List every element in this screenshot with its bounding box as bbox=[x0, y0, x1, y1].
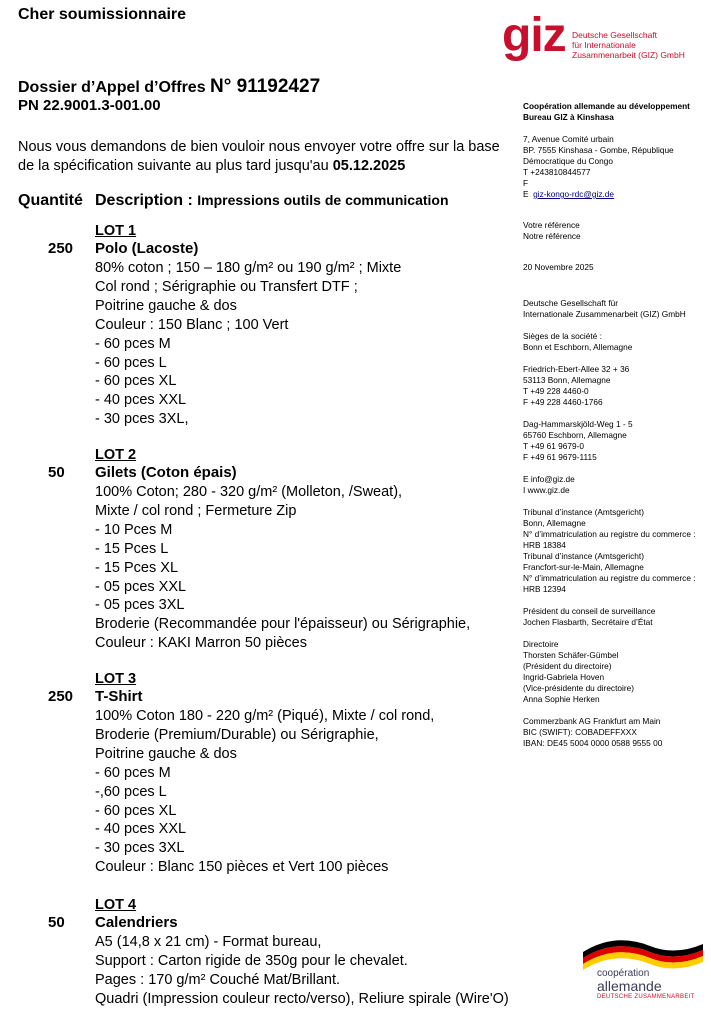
spec-line: - 05 pces XXL bbox=[95, 578, 187, 595]
lot-label: LOT 2 bbox=[95, 447, 137, 463]
spec-line: - 30 pces 3XL, bbox=[95, 411, 189, 428]
eschborn-line: Dag-Hammarskjöld-Weg 1 - 5 bbox=[523, 419, 633, 429]
dossier-label: Dossier d’Appel d’Offres bbox=[18, 79, 206, 96]
org-title bbox=[523, 101, 709, 123]
directors-line: Anna Sophie Herken bbox=[523, 694, 600, 704]
court-line: N° d’immatriculation au registre du commerce : bbox=[523, 529, 696, 539]
eschborn-line: F +49 61 9679-1115 bbox=[523, 452, 597, 462]
greeting: Cher soumissionnaire bbox=[18, 6, 187, 23]
office-email-link[interactable]: giz-kongo-rdc@giz.de bbox=[533, 189, 614, 199]
giz-logo-line: für Internationale bbox=[572, 40, 636, 50]
spec-line: Couleur : 150 Blanc ; 100 Vert bbox=[95, 316, 289, 333]
bonn-line: F +49 228 4460-1766 bbox=[523, 397, 603, 407]
giz-logo-line: Zusammenarbeit (GIZ) GmbH bbox=[572, 50, 685, 60]
spec-line: Col rond ; Sérigraphie ou Transfert DTF ; bbox=[95, 278, 358, 295]
bank-details bbox=[523, 716, 709, 749]
spec-line: Pages : 170 g/m² Couché Mat/Brillant. bbox=[95, 971, 341, 988]
references bbox=[523, 220, 709, 242]
email-line bbox=[523, 189, 709, 200]
address-line: Démocratique du Congo bbox=[523, 156, 613, 166]
product-quantity: 50 bbox=[48, 464, 65, 481]
bank-line: Commerzbank AG Frankfurt am Main bbox=[523, 716, 661, 726]
company-seats bbox=[523, 331, 709, 353]
coop-logo-line2: allemande bbox=[597, 978, 662, 994]
spec-line: Broderie (Premium/Durable) ou Sérigraphie, bbox=[95, 726, 379, 743]
spec-line: Couleur : KAKI Marron 50 pièces bbox=[95, 635, 307, 652]
description-label: Description : bbox=[95, 192, 193, 209]
lot-label: LOT 4 bbox=[95, 897, 137, 913]
directors-line: Ingrid-Gabriela Hoven bbox=[523, 672, 605, 682]
flag-swoosh-icon bbox=[575, 930, 705, 970]
address-line: F bbox=[523, 178, 529, 188]
address-line: T +243810844577 bbox=[523, 167, 591, 177]
spec-line: 100% Coton 180 - 220 g/m² (Piqué), Mixte / col rond, bbox=[95, 708, 435, 724]
spec-line: Quadri (Impression couleur recto/verso), Reliure spirale (Wire'O) bbox=[95, 990, 509, 1007]
spec-line: Broderie (Recommandée pour l'épaisseur) ou Sérigraphie, bbox=[95, 616, 471, 633]
contact-info bbox=[523, 474, 709, 496]
court-line: HRB 18384 bbox=[523, 540, 566, 550]
spec-line: - 05 pces 3XL bbox=[95, 597, 185, 614]
product-row bbox=[18, 464, 508, 483]
cooperation-allemande-logo bbox=[575, 930, 705, 1008]
spec-line: Poitrine gauche & dos bbox=[95, 297, 237, 314]
sidebar-info bbox=[523, 101, 709, 749]
lot-block-3 bbox=[18, 670, 508, 877]
court-line: Tribunal d’instance (Amtsgericht) bbox=[523, 507, 644, 517]
court-line: Tribunal d’instance (Amtsgericht) bbox=[523, 551, 644, 561]
eschborn-address bbox=[523, 419, 709, 463]
lot-label: LOT 3 bbox=[95, 671, 137, 687]
bonn-address bbox=[523, 364, 709, 408]
product-quantity: 250 bbox=[48, 688, 74, 705]
dossier-title bbox=[18, 76, 320, 98]
org-title-line: Coopération allemande au développement bbox=[523, 101, 690, 111]
spec-line: - 60 pces M bbox=[95, 764, 171, 781]
court-line: N° d’immatriculation au registre du commerce : bbox=[523, 573, 696, 583]
spec-line: Mixte / col rond ; Fermeture Zip bbox=[95, 502, 297, 519]
office-address bbox=[523, 134, 709, 200]
product-name: Calendriers bbox=[95, 914, 178, 931]
product-row bbox=[18, 240, 508, 259]
product-quantity: 50 bbox=[48, 914, 65, 931]
spec-line: Couleur : Blanc 150 pièces et Vert 100 pièces bbox=[95, 859, 389, 876]
court-line: Bonn, Allemagne bbox=[523, 518, 586, 528]
letter-date: 20 Novembre 2025 bbox=[523, 262, 594, 272]
spec-line: - 40 pces XXL bbox=[95, 821, 187, 838]
bank-line: BIC (SWIFT): COBADEFFXXX bbox=[523, 727, 637, 737]
spec-line: -,60 pces L bbox=[95, 783, 167, 800]
giz-logo-text bbox=[572, 30, 685, 60]
intro-text: Nous vous demandons de bien vouloir nous envoyer votre offre sur la base de la spécification suivante au plus tard jusqu'au bbox=[18, 139, 500, 174]
board-line: Président du conseil de surveillance bbox=[523, 606, 656, 616]
spec-line: - 60 pces XL bbox=[95, 802, 177, 819]
eschborn-line: 65760 Eschborn, Allemagne bbox=[523, 430, 627, 440]
spec-line: - 15 Pces L bbox=[95, 540, 169, 557]
directors-line: Directoire bbox=[523, 639, 559, 649]
address-line: 7, Avenue Comité urbain bbox=[523, 134, 614, 144]
directors-line: (Président du directoire) bbox=[523, 661, 612, 671]
giz-logo-word: giz bbox=[502, 9, 566, 62]
lot-block-4 bbox=[18, 896, 508, 1009]
supervisory-board bbox=[523, 606, 709, 628]
description-subtitle: Impressions outils de communication bbox=[197, 192, 449, 208]
lot-block-1 bbox=[18, 222, 508, 429]
product-name: Polo (Lacoste) bbox=[95, 240, 199, 257]
court-line: HRB 12394 bbox=[523, 584, 566, 594]
giz-logo-line: Deutsche Gesellschaft bbox=[572, 30, 658, 40]
spec-line: - 60 pces M bbox=[95, 335, 171, 352]
org-title-line: Bureau GIZ à Kinshasa bbox=[523, 112, 614, 122]
lot-block-2 bbox=[18, 446, 508, 653]
spec-line: - 60 pces XL bbox=[95, 373, 177, 390]
directors bbox=[523, 639, 709, 705]
spec-line: - 30 pces 3XL bbox=[95, 840, 185, 857]
spec-line: Support : Carton rigide de 350g pour le chevalet. bbox=[95, 952, 408, 969]
product-quantity: 250 bbox=[48, 240, 74, 257]
seats-line: Sièges de la société : bbox=[523, 331, 602, 341]
reference-line: Votre référence bbox=[523, 220, 580, 230]
board-line: Jochen Flasbarth, Secrétaire d’État bbox=[523, 617, 653, 627]
company-line: Internationale Zusammenarbeit (GIZ) GmbH bbox=[523, 309, 686, 319]
company-line: Deutsche Gesellschaft für bbox=[523, 298, 618, 308]
coop-logo-line3: DEUTSCHE ZUSAMMENARBEIT bbox=[597, 994, 695, 1000]
directors-line: (Vice-présidente du directoire) bbox=[523, 683, 634, 693]
project-number: PN 22.9001.3-001.00 bbox=[18, 97, 161, 114]
product-name: Gilets (Coton épais) bbox=[95, 464, 237, 481]
contact-line: E info@giz.de bbox=[523, 474, 575, 484]
spec-line: 100% Coton; 280 - 320 g/m² (Molleton, /Sweat), bbox=[95, 484, 403, 500]
directors-line: Thorsten Schäfer-Gümbel bbox=[523, 650, 619, 660]
spec-line: 80% coton ; 150 – 180 g/m² ou 190 g/m² ; Mixte bbox=[95, 260, 402, 276]
spec-line: - 60 pces L bbox=[95, 354, 167, 371]
spec-line: - 10 Pces M bbox=[95, 521, 173, 538]
product-name: T-Shirt bbox=[95, 688, 143, 705]
description-header bbox=[95, 192, 449, 210]
spec-line: - 40 pces XXL bbox=[95, 392, 187, 409]
dossier-number: N° 91192427 bbox=[210, 76, 321, 97]
reference-line: Notre référence bbox=[523, 231, 581, 241]
court-line: Francfort-sur-le-Main, Allemagne bbox=[523, 562, 644, 572]
address-line: BP. 7555 Kinshasa - Gombe, République bbox=[523, 145, 674, 155]
eschborn-line: T +49 61 9679-0 bbox=[523, 441, 584, 451]
company-name bbox=[523, 298, 709, 320]
deadline-date: 05.12.2025 bbox=[332, 158, 406, 174]
quantity-header: Quantité bbox=[18, 192, 83, 209]
spec-line: Poitrine gauche & dos bbox=[95, 745, 237, 762]
lot-label: LOT 1 bbox=[95, 223, 137, 239]
bonn-line: Friedrich-Ebert-Allee 32 + 36 bbox=[523, 364, 630, 374]
spec-line: - 15 Pces XL bbox=[95, 559, 179, 576]
court-registration bbox=[523, 507, 709, 595]
coop-logo-line1: coopération bbox=[597, 968, 650, 979]
email-prefix: E bbox=[523, 189, 529, 199]
spec-line: A5 (14,8 x 21 cm) - Format bureau, bbox=[95, 934, 322, 950]
contact-line: I www.giz.de bbox=[523, 485, 570, 495]
bonn-line: T +49 228 4460-0 bbox=[523, 386, 589, 396]
product-row bbox=[18, 914, 508, 933]
seats-line: Bonn et Eschborn, Allemagne bbox=[523, 342, 633, 352]
intro-paragraph bbox=[18, 138, 508, 176]
product-row bbox=[18, 688, 508, 707]
bonn-line: 53113 Bonn, Allemagne bbox=[523, 375, 611, 385]
bank-line: IBAN: DE45 5004 0000 0588 9555 00 bbox=[523, 738, 663, 748]
